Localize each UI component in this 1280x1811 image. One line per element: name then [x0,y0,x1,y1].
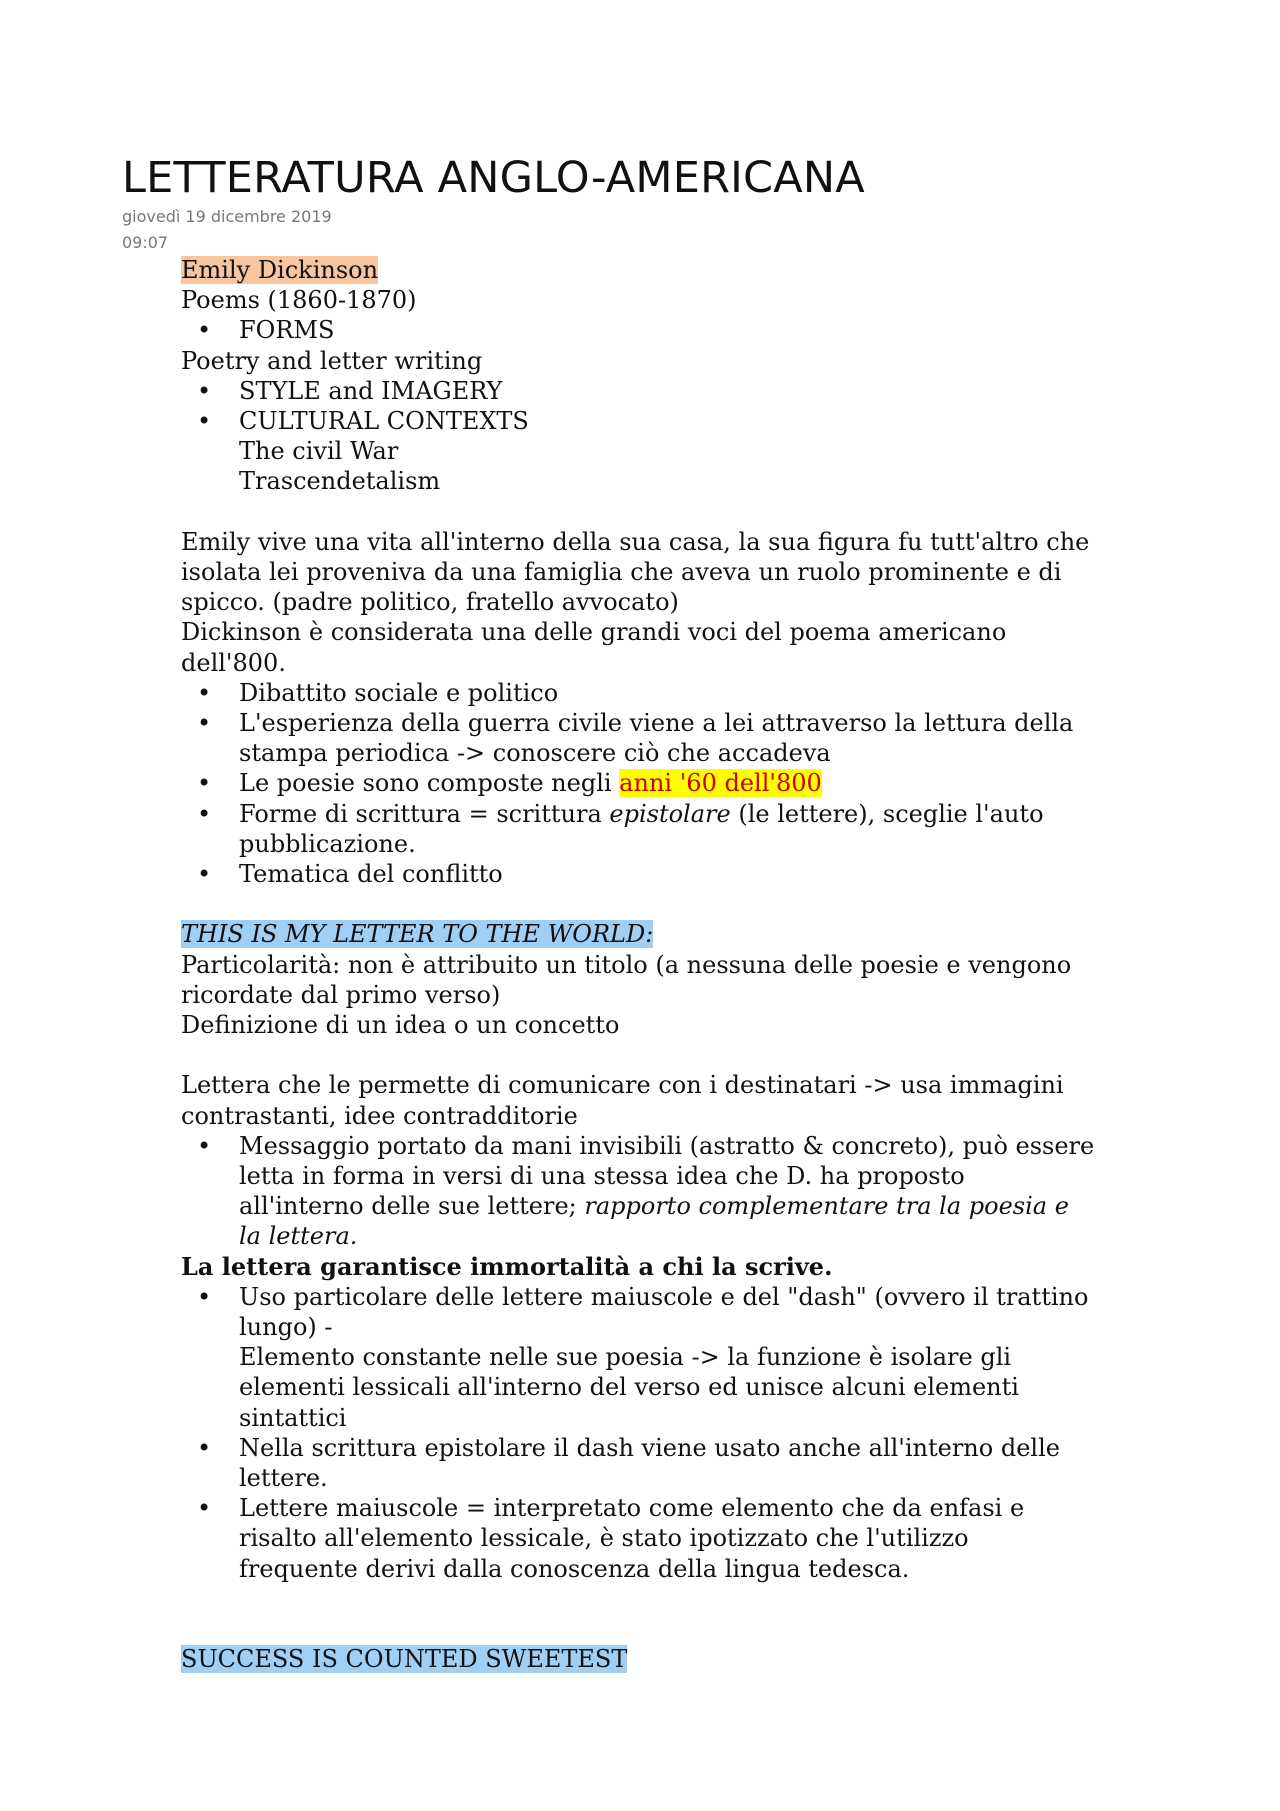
list-item-text: L'esperienza della guerra civile viene a lei attraverso la lettura della [239,709,1074,738]
list-item [181,406,1181,436]
spacer [181,497,1181,527]
author-name-highlighted: Emily Dickinson [181,256,379,284]
bullet-icon: • [197,678,212,707]
poem-heading-line [181,1644,1181,1674]
list-item-text: Lettere maiuscole = interpretato come elemento che da enfasi e [239,1494,1025,1523]
list-item [181,376,1181,406]
list-item-continuation: frequente derivi dalla conoscenza della lingua tedesca. [239,1554,910,1583]
bullet-icon: • [197,1433,212,1462]
bullet-icon: • [197,769,212,798]
paragraph-line: Particolarità: non è attribuito un titolo (a nessuna delle poesie e vengono [181,950,1072,979]
paragraph-line: ricordate dal primo verso) [181,980,501,1009]
list-item [181,799,1181,829]
bullet-icon: • [197,1131,212,1160]
bullet-icon: • [197,1282,212,1311]
bullet-icon: • [197,316,212,345]
list-item [181,1282,1181,1312]
paragraph-line: Emily vive una vita all'interno della sua casa, la sua figura fu tutt'altro che [181,527,1090,556]
list-item-continuation: stampa periodica -> conoscere ciò che accadeva [239,739,831,768]
bullet-icon: • [197,376,212,405]
note-time: 09:07 [122,233,169,252]
poem-heading: THIS IS MY LETTER TO THE WORLD: [181,920,654,949]
note-body [181,255,1181,1674]
list-item-text: Uso particolare delle lettere maiuscole e del "dash" (ovvero il trattino [239,1282,1089,1311]
spacer [181,1040,1181,1070]
list-item-text: Tematica del conflitto [239,860,503,889]
spacer [181,1614,1181,1644]
bullet-icon: • [197,407,212,436]
poems-line: Poems (1860-1870) [181,286,417,315]
emphasis-text: la lettera. [239,1222,358,1251]
list-item-text: Dibattito sociale e politico [239,678,559,707]
list-item-text: FORMS [239,316,335,345]
list-item-text: STYLE and IMAGERY [239,376,503,405]
list-item-continuation: Elemento constante nelle sue poesia -> la funzione è isolare gli [239,1343,1012,1372]
bullet-icon: • [197,709,212,738]
spacer [181,889,1181,919]
list-item-text: Le poesie sono composte negli [239,769,620,798]
list-item-continuation: risalto all'elemento lessicale, è stato ipotizzato che l'utilizzo [239,1524,969,1553]
paragraph-line: Definizione di un idea o un concetto [181,1011,620,1040]
list-item-text: Forme di scrittura = scrittura [239,799,610,828]
list-item [181,1433,1181,1463]
list-item-text: all'interno delle sue lettere; [239,1192,585,1221]
author-line [181,255,1181,285]
list-item-text: CULTURAL CONTEXTS [239,407,529,436]
list-item-text: Nella scrittura epistolare il dash viene usato anche all'interno delle [239,1433,1060,1462]
paragraph-line: Lettera che le permette di comunicare con i destinatari -> usa immagini [181,1071,1064,1100]
list-item-text: Messaggio portato da mani invisibili (astratto & concreto), può essere [239,1131,1095,1160]
list-item-continuation: lungo) - [239,1313,333,1342]
page-title: LETTERATURA ANGLO-AMERICANA [122,153,865,203]
list-item-continuation: pubblicazione. [239,829,416,858]
poem-heading-line [181,919,1181,949]
list-item [181,768,1181,798]
list-item [181,1131,1181,1161]
list-item-continuation: lettere. [239,1464,328,1493]
sub-item: The civil War [239,437,399,466]
bullet-icon: • [197,860,212,889]
poem-heading: SUCCESS IS COUNTED SWEETEST [181,1645,628,1674]
bullet-icon: • [197,799,212,828]
list-item [181,708,1181,738]
list-item [181,315,1181,345]
list-item [181,1493,1181,1523]
list-item-continuation: elementi lessicali all'interno del verso ed unisce alcuni elementi [239,1373,1019,1402]
poetry-letter-line: Poetry and letter writing [181,346,483,375]
paragraph-line: contrastanti, idee contradditorie [181,1101,578,1130]
paragraph-line: isolata lei proveniva da una famiglia che aveva un ruolo prominente e di [181,558,1062,587]
paragraph-line: dell'800. [181,648,286,677]
list-item-continuation [181,1191,1181,1221]
highlighted-years: anni '60 dell'800 [619,769,822,798]
spacer [181,1584,1181,1614]
emphasis-text: rapporto complementare tra la poesia e [584,1192,1069,1221]
emphasis-epistolare: epistolare [609,799,731,828]
bold-statement: La lettera garantisce immortalità a chi la scrive. [181,1251,833,1281]
list-item-continuation: sintattici [239,1403,347,1432]
sub-item: Trascendetalism [239,467,441,496]
list-item [181,678,1181,708]
list-item-continuation: letta in forma in versi di una stessa idea che D. ha proposto [239,1162,965,1191]
bullet-icon: • [197,1494,212,1523]
list-item-continuation [181,1221,1181,1251]
paragraph-line: Dickinson è considerata una delle grandi voci del poema americano [181,618,1007,647]
paragraph-line: spicco. (padre politico, fratello avvocato) [181,588,679,617]
note-date: giovedì 19 dicembre 2019 [122,207,332,226]
list-item [181,859,1181,889]
list-item-text: (le lettere), sceglie l'auto [730,799,1044,828]
